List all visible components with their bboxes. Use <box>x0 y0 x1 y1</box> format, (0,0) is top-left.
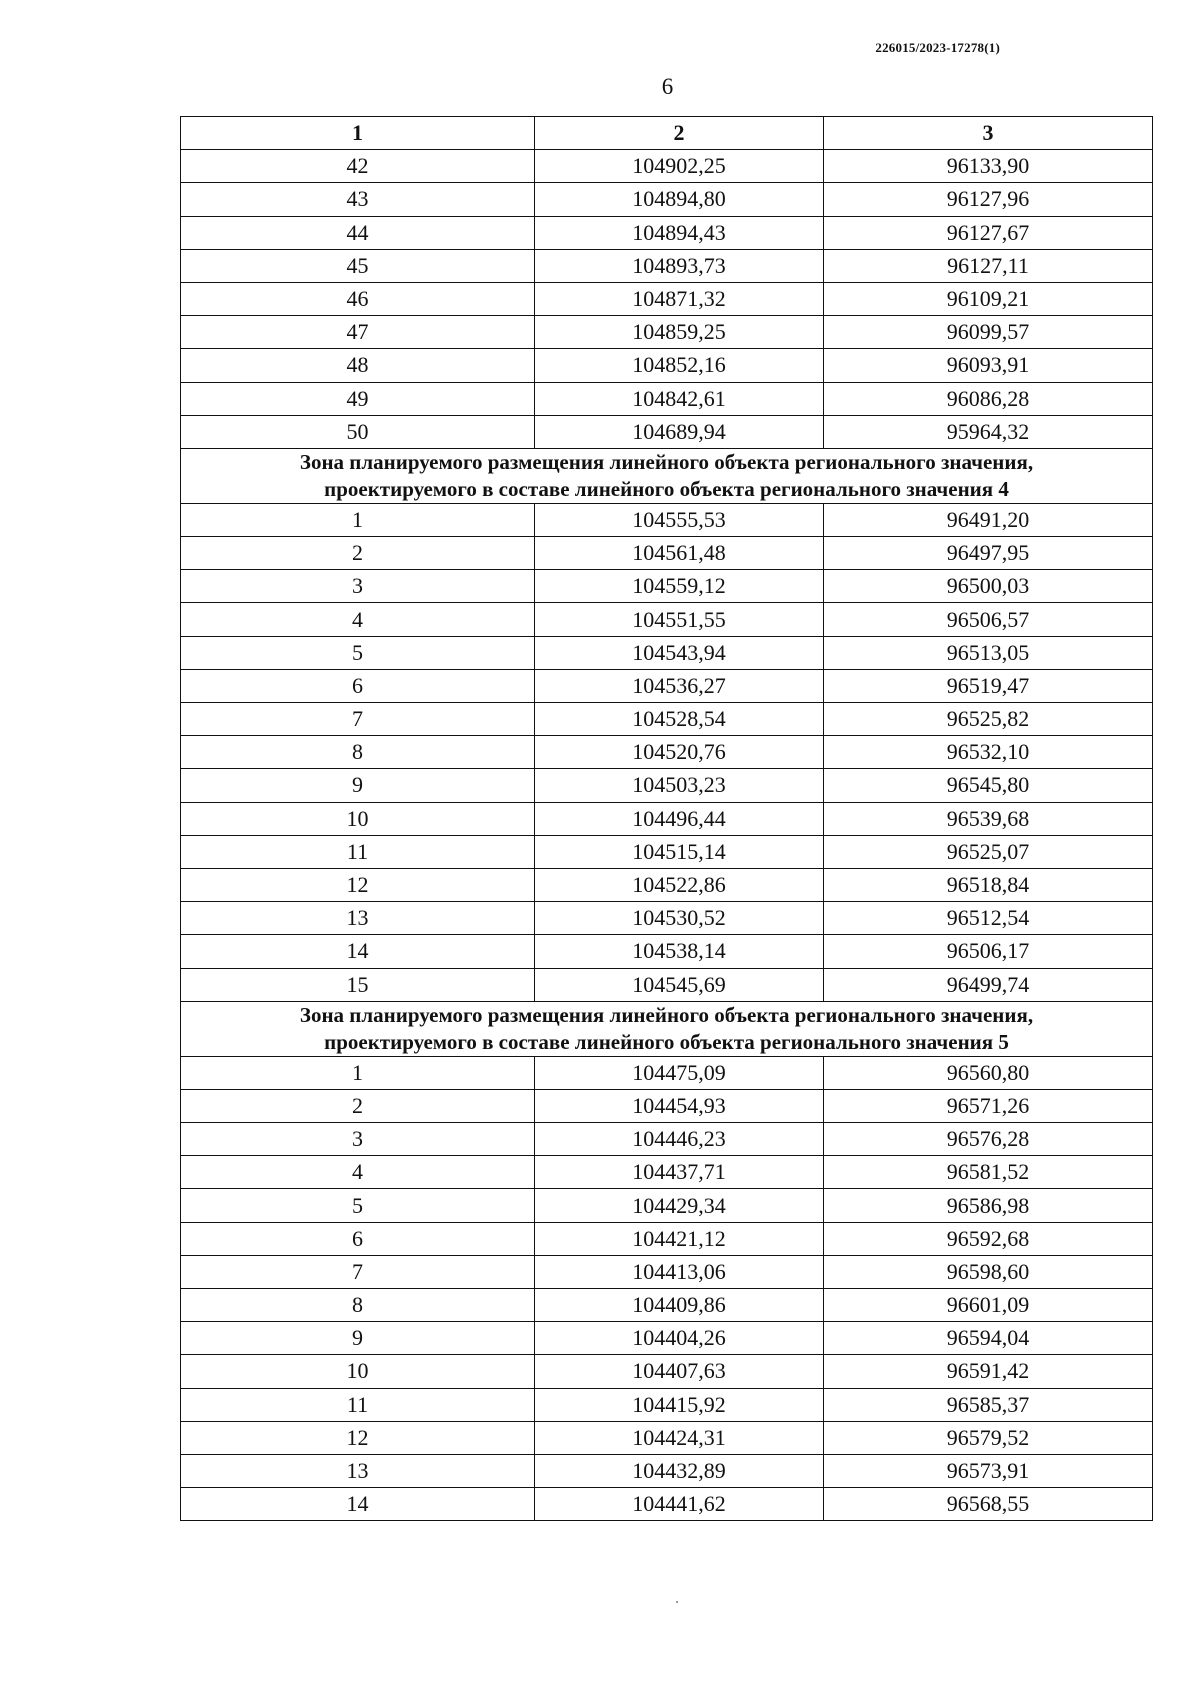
x-coordinate-cell: 104409,86 <box>535 1289 824 1322</box>
x-coordinate-cell: 104561,48 <box>535 537 824 570</box>
point-number-cell: 49 <box>181 382 535 415</box>
x-coordinate-cell: 104893,73 <box>535 249 824 282</box>
x-coordinate-cell: 104437,71 <box>535 1156 824 1189</box>
point-number-cell: 13 <box>181 902 535 935</box>
x-coordinate-cell: 104852,16 <box>535 349 824 382</box>
point-number-cell: 47 <box>181 316 535 349</box>
section-title-line: проектируемого в составе линейного объекта регионального значения 5 <box>324 1029 1009 1054</box>
x-coordinate-cell: 104894,43 <box>535 216 824 249</box>
table-row <box>181 636 1153 669</box>
point-number-cell: 43 <box>181 183 535 216</box>
point-number-cell: 2 <box>181 537 535 570</box>
point-number-cell: 44 <box>181 216 535 249</box>
point-number-cell: 45 <box>181 249 535 282</box>
table-row <box>181 802 1153 835</box>
point-number-cell: 1 <box>181 503 535 536</box>
x-coordinate-cell: 104871,32 <box>535 282 824 315</box>
y-coordinate-cell: 96592,68 <box>824 1222 1153 1255</box>
table-row <box>181 282 1153 315</box>
section-title-line: проектируемого в составе линейного объекта регионального значения 4 <box>324 476 1009 501</box>
table-row <box>181 349 1153 382</box>
x-coordinate-cell: 104413,06 <box>535 1255 824 1288</box>
point-number-cell: 12 <box>181 868 535 901</box>
section-title <box>181 1001 1153 1056</box>
table-row <box>181 835 1153 868</box>
y-coordinate-cell: 96518,84 <box>824 868 1153 901</box>
x-coordinate-cell: 104689,94 <box>535 415 824 448</box>
y-coordinate-cell: 96512,54 <box>824 902 1153 935</box>
column-header: 2 <box>535 117 824 150</box>
point-number-cell: 3 <box>181 1123 535 1156</box>
point-number-cell: 6 <box>181 1222 535 1255</box>
x-coordinate-cell: 104859,25 <box>535 316 824 349</box>
point-number-cell: 8 <box>181 736 535 769</box>
column-header: 3 <box>824 117 1153 150</box>
point-number-cell: 9 <box>181 1322 535 1355</box>
table-row <box>181 216 1153 249</box>
y-coordinate-cell: 96497,95 <box>824 537 1153 570</box>
y-coordinate-cell: 96099,57 <box>824 316 1153 349</box>
table-row <box>181 183 1153 216</box>
y-coordinate-cell: 96127,11 <box>824 249 1153 282</box>
x-coordinate-cell: 104538,14 <box>535 935 824 968</box>
x-coordinate-cell: 104415,92 <box>535 1388 824 1421</box>
y-coordinate-cell: 95964,32 <box>824 415 1153 448</box>
table-row <box>181 669 1153 702</box>
y-coordinate-cell: 96513,05 <box>824 636 1153 669</box>
section-4-heading <box>181 448 1153 503</box>
x-coordinate-cell: 104432,89 <box>535 1454 824 1487</box>
x-coordinate-cell: 104424,31 <box>535 1421 824 1454</box>
section-title-line: Зона планируемого размещения линейного объекта регионального значения, <box>299 1002 1034 1027</box>
table-body-c <box>181 1056 1153 1521</box>
y-coordinate-cell: 96093,91 <box>824 349 1153 382</box>
table-row <box>181 736 1153 769</box>
table-row <box>181 1388 1153 1421</box>
y-coordinate-cell: 96506,17 <box>824 935 1153 968</box>
y-coordinate-cell: 96506,57 <box>824 603 1153 636</box>
point-number-cell: 50 <box>181 415 535 448</box>
x-coordinate-cell: 104454,93 <box>535 1089 824 1122</box>
y-coordinate-cell: 96560,80 <box>824 1056 1153 1089</box>
table-row <box>181 935 1153 968</box>
x-coordinate-cell: 104475,09 <box>535 1056 824 1089</box>
point-number-cell: 6 <box>181 669 535 702</box>
section-title <box>181 448 1153 503</box>
table-row <box>181 1421 1153 1454</box>
table-row <box>181 902 1153 935</box>
x-coordinate-cell: 104429,34 <box>535 1189 824 1222</box>
table-row <box>181 503 1153 536</box>
section-row <box>181 448 1153 503</box>
table-row <box>181 1322 1153 1355</box>
table-row <box>181 868 1153 901</box>
section-row <box>181 1001 1153 1056</box>
y-coordinate-cell: 96594,04 <box>824 1322 1153 1355</box>
point-number-cell: 11 <box>181 835 535 868</box>
point-number-cell: 15 <box>181 968 535 1001</box>
point-number-cell: 3 <box>181 570 535 603</box>
y-coordinate-cell: 96581,52 <box>824 1156 1153 1189</box>
table-row <box>181 249 1153 282</box>
table-row <box>181 570 1153 603</box>
x-coordinate-cell: 104559,12 <box>535 570 824 603</box>
y-coordinate-cell: 96500,03 <box>824 570 1153 603</box>
x-coordinate-cell: 104894,80 <box>535 183 824 216</box>
table-row <box>181 1454 1153 1487</box>
table-row <box>181 1123 1153 1156</box>
document-id: 226015/2023-17278(1) <box>875 40 1000 55</box>
table-body-b <box>181 503 1153 1001</box>
point-number-cell: 4 <box>181 603 535 636</box>
table-row <box>181 769 1153 802</box>
y-coordinate-cell: 96585,37 <box>824 1388 1153 1421</box>
scan-speck <box>676 1601 678 1603</box>
y-coordinate-cell: 96545,80 <box>824 769 1153 802</box>
x-coordinate-cell: 104496,44 <box>535 802 824 835</box>
table-row <box>181 968 1153 1001</box>
table-row <box>181 1488 1153 1521</box>
x-coordinate-cell: 104404,26 <box>535 1322 824 1355</box>
x-coordinate-cell: 104441,62 <box>535 1488 824 1521</box>
point-number-cell: 7 <box>181 1255 535 1288</box>
y-coordinate-cell: 96127,67 <box>824 216 1153 249</box>
x-coordinate-cell: 104555,53 <box>535 503 824 536</box>
x-coordinate-cell: 104902,25 <box>535 150 824 183</box>
column-header: 1 <box>181 117 535 150</box>
x-coordinate-cell: 104446,23 <box>535 1123 824 1156</box>
y-coordinate-cell: 96127,96 <box>824 183 1153 216</box>
point-number-cell: 10 <box>181 1355 535 1388</box>
x-coordinate-cell: 104551,55 <box>535 603 824 636</box>
coordinates-table <box>180 116 1153 1521</box>
y-coordinate-cell: 96532,10 <box>824 736 1153 769</box>
table-row <box>181 1289 1153 1322</box>
y-coordinate-cell: 96519,47 <box>824 669 1153 702</box>
x-coordinate-cell: 104530,52 <box>535 902 824 935</box>
y-coordinate-cell: 96539,68 <box>824 802 1153 835</box>
table-row <box>181 1255 1153 1288</box>
section-5-heading <box>181 1001 1153 1056</box>
x-coordinate-cell: 104421,12 <box>535 1222 824 1255</box>
point-number-cell: 11 <box>181 1388 535 1421</box>
y-coordinate-cell: 96586,98 <box>824 1189 1153 1222</box>
y-coordinate-cell: 96133,90 <box>824 150 1153 183</box>
table-header-row <box>181 117 1153 150</box>
point-number-cell: 7 <box>181 703 535 736</box>
x-coordinate-cell: 104543,94 <box>535 636 824 669</box>
point-number-cell: 5 <box>181 636 535 669</box>
y-coordinate-cell: 96573,91 <box>824 1454 1153 1487</box>
page-number: 6 <box>661 74 674 99</box>
table-row <box>181 537 1153 570</box>
x-coordinate-cell: 104522,86 <box>535 868 824 901</box>
y-coordinate-cell: 96525,07 <box>824 835 1153 868</box>
table-row <box>181 1222 1153 1255</box>
table-row <box>181 603 1153 636</box>
table-row <box>181 1355 1153 1388</box>
x-coordinate-cell: 104503,23 <box>535 769 824 802</box>
point-number-cell: 2 <box>181 1089 535 1122</box>
y-coordinate-cell: 96568,55 <box>824 1488 1153 1521</box>
y-coordinate-cell: 96499,74 <box>824 968 1153 1001</box>
table-row <box>181 316 1153 349</box>
x-coordinate-cell: 104520,76 <box>535 736 824 769</box>
table-row <box>181 1189 1153 1222</box>
y-coordinate-cell: 96579,52 <box>824 1421 1153 1454</box>
point-number-cell: 1 <box>181 1056 535 1089</box>
y-coordinate-cell: 96598,60 <box>824 1255 1153 1288</box>
y-coordinate-cell: 96571,26 <box>824 1089 1153 1122</box>
x-coordinate-cell: 104842,61 <box>535 382 824 415</box>
point-number-cell: 5 <box>181 1189 535 1222</box>
point-number-cell: 42 <box>181 150 535 183</box>
y-coordinate-cell: 96525,82 <box>824 703 1153 736</box>
table-row <box>181 415 1153 448</box>
point-number-cell: 14 <box>181 935 535 968</box>
point-number-cell: 46 <box>181 282 535 315</box>
x-coordinate-cell: 104528,54 <box>535 703 824 736</box>
y-coordinate-cell: 96576,28 <box>824 1123 1153 1156</box>
table-row <box>181 382 1153 415</box>
y-coordinate-cell: 96086,28 <box>824 382 1153 415</box>
section-title-line: Зона планируемого размещения линейного объекта регионального значения, <box>299 449 1034 474</box>
point-number-cell: 9 <box>181 769 535 802</box>
x-coordinate-cell: 104545,69 <box>535 968 824 1001</box>
table-row <box>181 150 1153 183</box>
table-body-a <box>181 150 1153 449</box>
table-row <box>181 1056 1153 1089</box>
point-number-cell: 12 <box>181 1421 535 1454</box>
y-coordinate-cell: 96491,20 <box>824 503 1153 536</box>
table-row <box>181 1089 1153 1122</box>
point-number-cell: 13 <box>181 1454 535 1487</box>
table-row <box>181 1156 1153 1189</box>
point-number-cell: 48 <box>181 349 535 382</box>
point-number-cell: 10 <box>181 802 535 835</box>
y-coordinate-cell: 96109,21 <box>824 282 1153 315</box>
y-coordinate-cell: 96591,42 <box>824 1355 1153 1388</box>
table-row <box>181 703 1153 736</box>
x-coordinate-cell: 104536,27 <box>535 669 824 702</box>
point-number-cell: 8 <box>181 1289 535 1322</box>
point-number-cell: 4 <box>181 1156 535 1189</box>
x-coordinate-cell: 104407,63 <box>535 1355 824 1388</box>
x-coordinate-cell: 104515,14 <box>535 835 824 868</box>
point-number-cell: 14 <box>181 1488 535 1521</box>
y-coordinate-cell: 96601,09 <box>824 1289 1153 1322</box>
